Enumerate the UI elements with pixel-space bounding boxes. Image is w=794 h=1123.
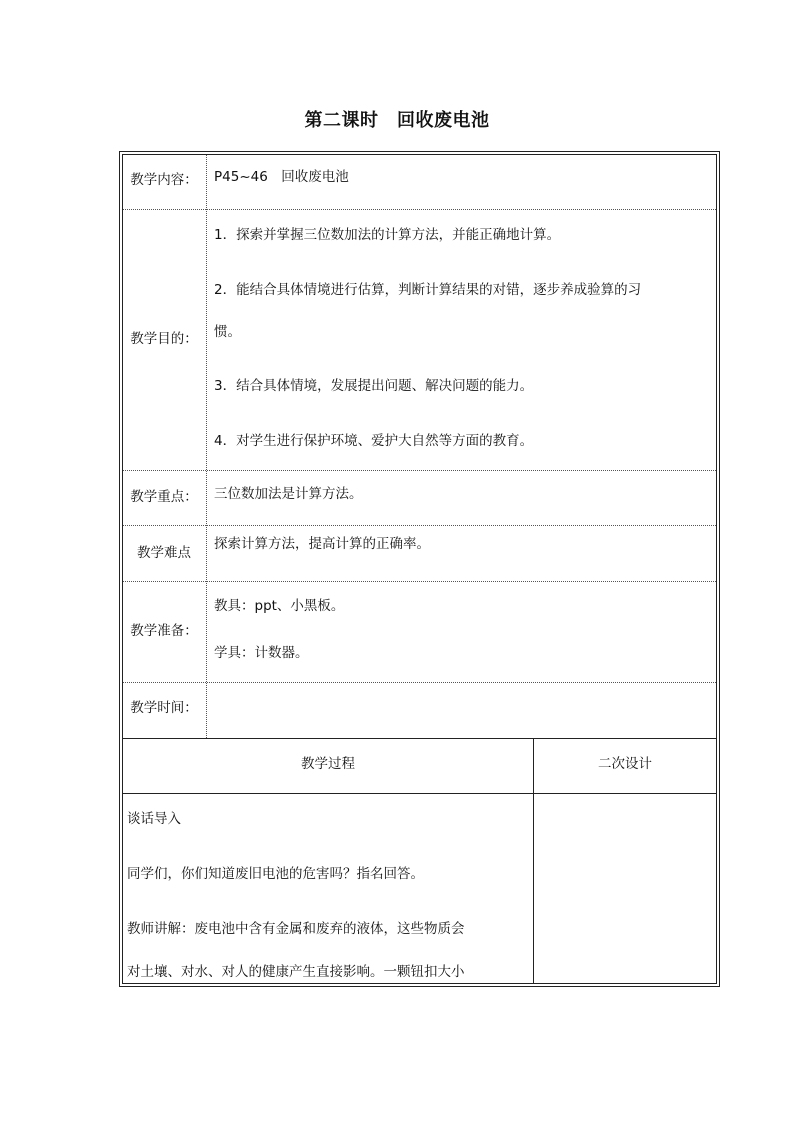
redesign-header: 二次设计	[598, 756, 652, 772]
objective-item: 2．能结合具体情境进行估算，判断计算结果的对错，逐步养成验算的习	[214, 282, 642, 298]
preparation-label: 教学准备：	[130, 623, 198, 639]
content-label: 教学内容：	[130, 172, 198, 188]
objective-item: 1．探索并掌握三位数加法的计算方法，并能正确地计算。	[214, 227, 561, 243]
row-divider	[123, 209, 716, 210]
objective-item: 3．结合具体情境，发展提出问题、解决问题的能力。	[214, 378, 534, 394]
process-header: 教学过程	[301, 756, 355, 772]
label-column-divider	[206, 155, 207, 738]
content-value: P45~46 回收废电池	[214, 169, 349, 185]
objective-item: 4．对学生进行保护环境、爱护大自然等方面的教育。	[214, 433, 534, 449]
process-line: 教师讲解：废电池中含有金属和废弃的液体，这些物质会	[127, 921, 465, 937]
difficulty-value: 探索计算方法，提高计算的正确率。	[214, 536, 430, 552]
row-divider	[123, 682, 716, 683]
row-divider	[123, 581, 716, 582]
row-divider	[123, 470, 716, 471]
preparation-teacher-tools: 教具：ppt、小黑板。	[214, 598, 345, 614]
process-column-divider	[533, 739, 534, 983]
time-label: 教学时间：	[130, 700, 198, 716]
key-point-value: 三位数加法是计算方法。	[214, 486, 363, 502]
process-line: 同学们，你们知道废旧电池的危害吗？指名回答。	[127, 866, 424, 882]
preparation-student-tools: 学具：计数器。	[214, 645, 309, 661]
objectives-label: 教学目的：	[130, 331, 198, 347]
row-divider	[123, 525, 716, 526]
process-header-top-border	[123, 738, 716, 739]
objective-item-continuation: 惯。	[214, 324, 241, 340]
key-point-label: 教学重点：	[130, 489, 198, 505]
difficulty-label: 教学难点	[137, 545, 191, 561]
process-line: 对土壤、对水、对人的健康产生直接影响。一颗钮扣大小	[127, 964, 465, 980]
process-line: 谈话导入	[127, 811, 181, 827]
page-title: 第二课时 回收废电池	[304, 110, 490, 131]
process-header-bottom-border	[123, 793, 716, 794]
